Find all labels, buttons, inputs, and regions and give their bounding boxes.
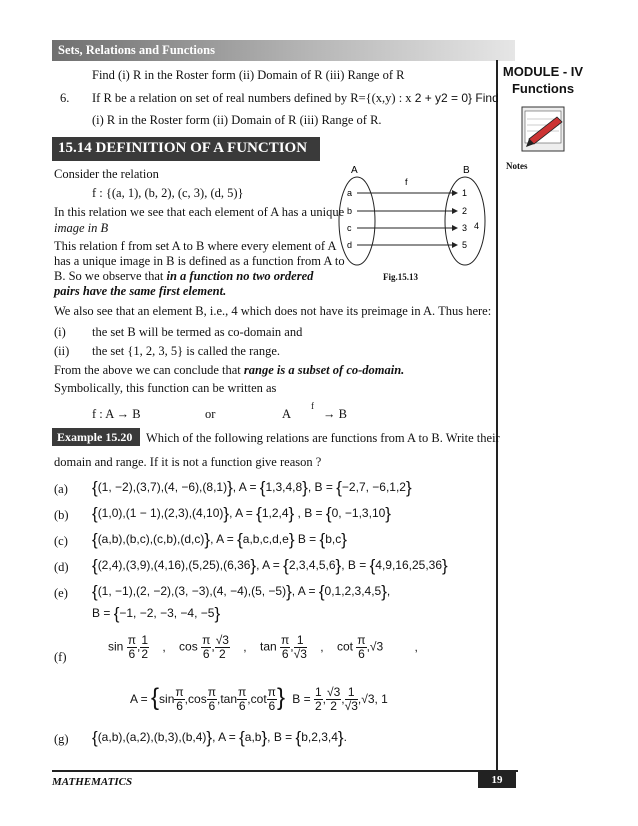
math-text: B = [92, 606, 114, 620]
set-b: b,2,3,4 [301, 730, 338, 744]
cos-text: cos [179, 639, 198, 654]
or-text: or [205, 407, 216, 421]
function-notation-b: → B [323, 407, 347, 421]
math-text: , A = [212, 730, 240, 744]
set-a: 1,3,4,8 [265, 480, 303, 494]
example-question: Which of the following relations are functions from A to B. Write their [146, 431, 500, 445]
footer-rule [52, 770, 518, 772]
math-text: , A = [229, 506, 257, 520]
element-a: a [347, 188, 353, 198]
emphasis-text: range is a subset of co-domain. [243, 363, 405, 377]
set-b: −1, −2, −3, −4, −5 [119, 606, 215, 620]
example-label-text: Example 15.20 [57, 430, 133, 444]
question-number: 6. [60, 91, 70, 105]
emphasis-text: in a function no two ordered [166, 269, 314, 283]
figure-caption: Fig.15.13 [383, 272, 418, 282]
set-a: 2,3,4,5,6 [288, 558, 336, 572]
function-label: f [405, 177, 408, 187]
set-b-label: B = [292, 692, 314, 706]
notes-label: Notes [506, 161, 528, 171]
example-question: domain and range. If it is not a function give reason ? [54, 455, 322, 469]
list-text: the set {1, 2, 3, 5} is called the range. [92, 344, 280, 358]
list-num: (i) [54, 325, 66, 339]
footer-subject: MATHEMATICS [52, 776, 133, 788]
part-f-sets: A = {sin $\frac{\pi}{6}$ ,cos $\frac{\pi}{6}$ ,tan $\frac{\pi}{6}$ ,cot $\frac{\pi}{6}$ } B = $\frac{1}{2}$ , $\frac{√3}{2}$ , $\frac{1}{√3}$ ,√3, 1 [130, 684, 388, 714]
math-text: , A = [232, 480, 260, 494]
element-c: c [347, 223, 352, 233]
question-6-text [92, 91, 499, 106]
list-text: the set B will be termed as co-domain and [92, 325, 303, 339]
header-title: Sets, Relations and Functions [58, 43, 215, 57]
section-title: 15.14 DEFINITION OF A FUNCTION [58, 140, 308, 156]
math-text: , B = [307, 480, 337, 494]
header-bar [52, 40, 515, 61]
tan-text: tan [259, 639, 277, 654]
math-text: , A = [210, 532, 238, 546]
set-a: a,b [244, 730, 262, 744]
part-e-math-line2: B = {−1, −2, −3, −4, −5} [92, 604, 221, 623]
body-line: Consider the relation [54, 167, 159, 181]
body-line [54, 363, 404, 378]
math-text: , A = [291, 584, 319, 598]
set-a: a,b,c,d,e [242, 532, 289, 546]
page-number: 19 [478, 772, 516, 788]
question-6-line2: (i) R in the Roster form (ii) Domain of R (iii) Range of R. [92, 113, 382, 127]
set-a: 1,2,4 [261, 506, 289, 520]
set-b-label: B [463, 165, 470, 176]
math-text: B = [294, 532, 320, 546]
part-c-math: {(a,b),(b,c),(c,b),(d,c)}, A = {a,b,c,d,e} B = {b,c} [92, 530, 347, 549]
question-line: Find (i) R in the Roster form (ii) Domain of R (iii) Range of R [92, 68, 405, 82]
set-b: b,c [325, 532, 342, 546]
set-a: 0,1,2,3,4,5 [324, 584, 382, 598]
element-b: b [347, 206, 353, 216]
margin-rule [496, 60, 498, 770]
body-line [54, 269, 313, 284]
element-5: 5 [462, 240, 468, 250]
set-b: −2,7, −6,1,2 [341, 480, 406, 494]
relation: (1, −2),(3,7),(4, −6),(8,1) [97, 480, 228, 494]
part-a-math: {(1, −2),(3,7),(4, −6),(8,1)}, A = {1,3,4,8}, B = {−2,7, −6,1,2} [92, 478, 412, 497]
function-notation: f : A → B [92, 407, 141, 421]
element-d: d [347, 240, 353, 250]
section-heading [52, 137, 320, 161]
part-e-math: {(1, −1),(2, −2),(3, −3),(4, −4),(5, −5)}, A = {0,1,2,3,4,5}, [92, 582, 391, 601]
part-label: (a) [54, 482, 68, 496]
example-label [52, 428, 140, 446]
module-subtitle: Functions [511, 81, 575, 96]
body-text: From the above we can conclude that [54, 363, 244, 377]
sin-text: sin [108, 639, 124, 654]
set-b: 0, −1,3,10 [331, 506, 386, 520]
set-a-label: A = [130, 692, 152, 706]
part-g-math: {(a,b),(a,2),(b,3),(b,4)}, A = {a,b}, B = {b,2,3,4}. [92, 728, 347, 747]
body-line: image in B [54, 221, 109, 235]
relation: (a,b),(a,2),(b,3),(b,4) [97, 730, 207, 744]
part-f-pairs: sin $\frac{\pi}{6}$ , $\frac{1}{2}$ , cos $\frac{\pi}{6}$ , $\frac{√3}{2}$ , tan $\frac{\pi}{6}$ , $\frac{1}{√3}$ , cot $\frac{\pi}{6}$ ,√3 , [108, 633, 418, 661]
set-b: 4,9,16,25,36 [375, 558, 443, 572]
body-line: We also see that an element B, i.e., 4 which does not have its preimage in A. Thus here: [54, 304, 492, 318]
element-2: 2 [462, 206, 468, 216]
pencil-icon [519, 103, 569, 155]
relation: (1,0),(1 − 1),(2,3),(4,10) [97, 506, 224, 520]
relation: (1, −1),(2, −2),(3, −3),(4, −4),(5, −5) [97, 584, 287, 598]
part-label: (b) [54, 508, 69, 522]
part-d-math: {(2,4),(3,9),(4,16),(5,25),(6,36}, A = {2,3,4,5,6}, B = {4,9,16,25,36} [92, 556, 448, 575]
relation: (a,b),(b,c),(c,b),(d,c) [97, 532, 205, 546]
set-a-ellipse [339, 177, 375, 265]
math-text: , B = [341, 558, 370, 572]
module-label [498, 63, 588, 97]
body-line: In this relation we see that each element of A has a unique [54, 205, 345, 219]
emphasis-line: pairs have the same first element. [54, 284, 227, 298]
question-6-equation: 2 + y2 = 0} Find [414, 91, 499, 105]
element-3: 3 [462, 223, 468, 233]
relation-f: f : {(a, 1), (b, 2), (c, 3), (d, 5)} [92, 186, 244, 200]
element-4: 4 [474, 221, 480, 231]
part-label: (f) [54, 650, 67, 664]
part-label: (d) [54, 560, 69, 574]
question-6-text-a: If R be a relation on set of real numbers defined by R={(x,y) : x [92, 91, 412, 105]
function-notation-a: A [282, 407, 292, 421]
part-label: (g) [54, 732, 69, 746]
element-1: 1 [462, 188, 468, 198]
module-number: MODULE - IV [502, 64, 584, 79]
set-a-label: A [351, 165, 358, 176]
body-text: B. So we observe that [54, 269, 167, 283]
math-text: , B = [294, 506, 326, 520]
function-notation-f: f [311, 401, 314, 411]
list-num: (ii) [54, 344, 70, 358]
body-line: Symbolically, this function can be written as [54, 381, 277, 395]
math-text: , B = [267, 730, 296, 744]
mapping-diagram [325, 163, 495, 273]
body-line: has a unique image in B is defined as a function from A to [54, 254, 345, 268]
math-text: , A = [256, 558, 284, 572]
part-label: (c) [54, 534, 68, 548]
cot-text: cot [336, 639, 353, 654]
relation: (2,4),(3,9),(4,16),(5,25),(6,36 [97, 558, 251, 572]
part-label: (e) [54, 586, 68, 600]
math-text: , [386, 584, 391, 598]
part-b-math: {(1,0),(1 − 1),(2,3),(4,10)}, A = {1,2,4} , B = {0, −1,3,10} [92, 504, 391, 523]
body-line: This relation f from set A to B where every element of A [54, 239, 337, 253]
